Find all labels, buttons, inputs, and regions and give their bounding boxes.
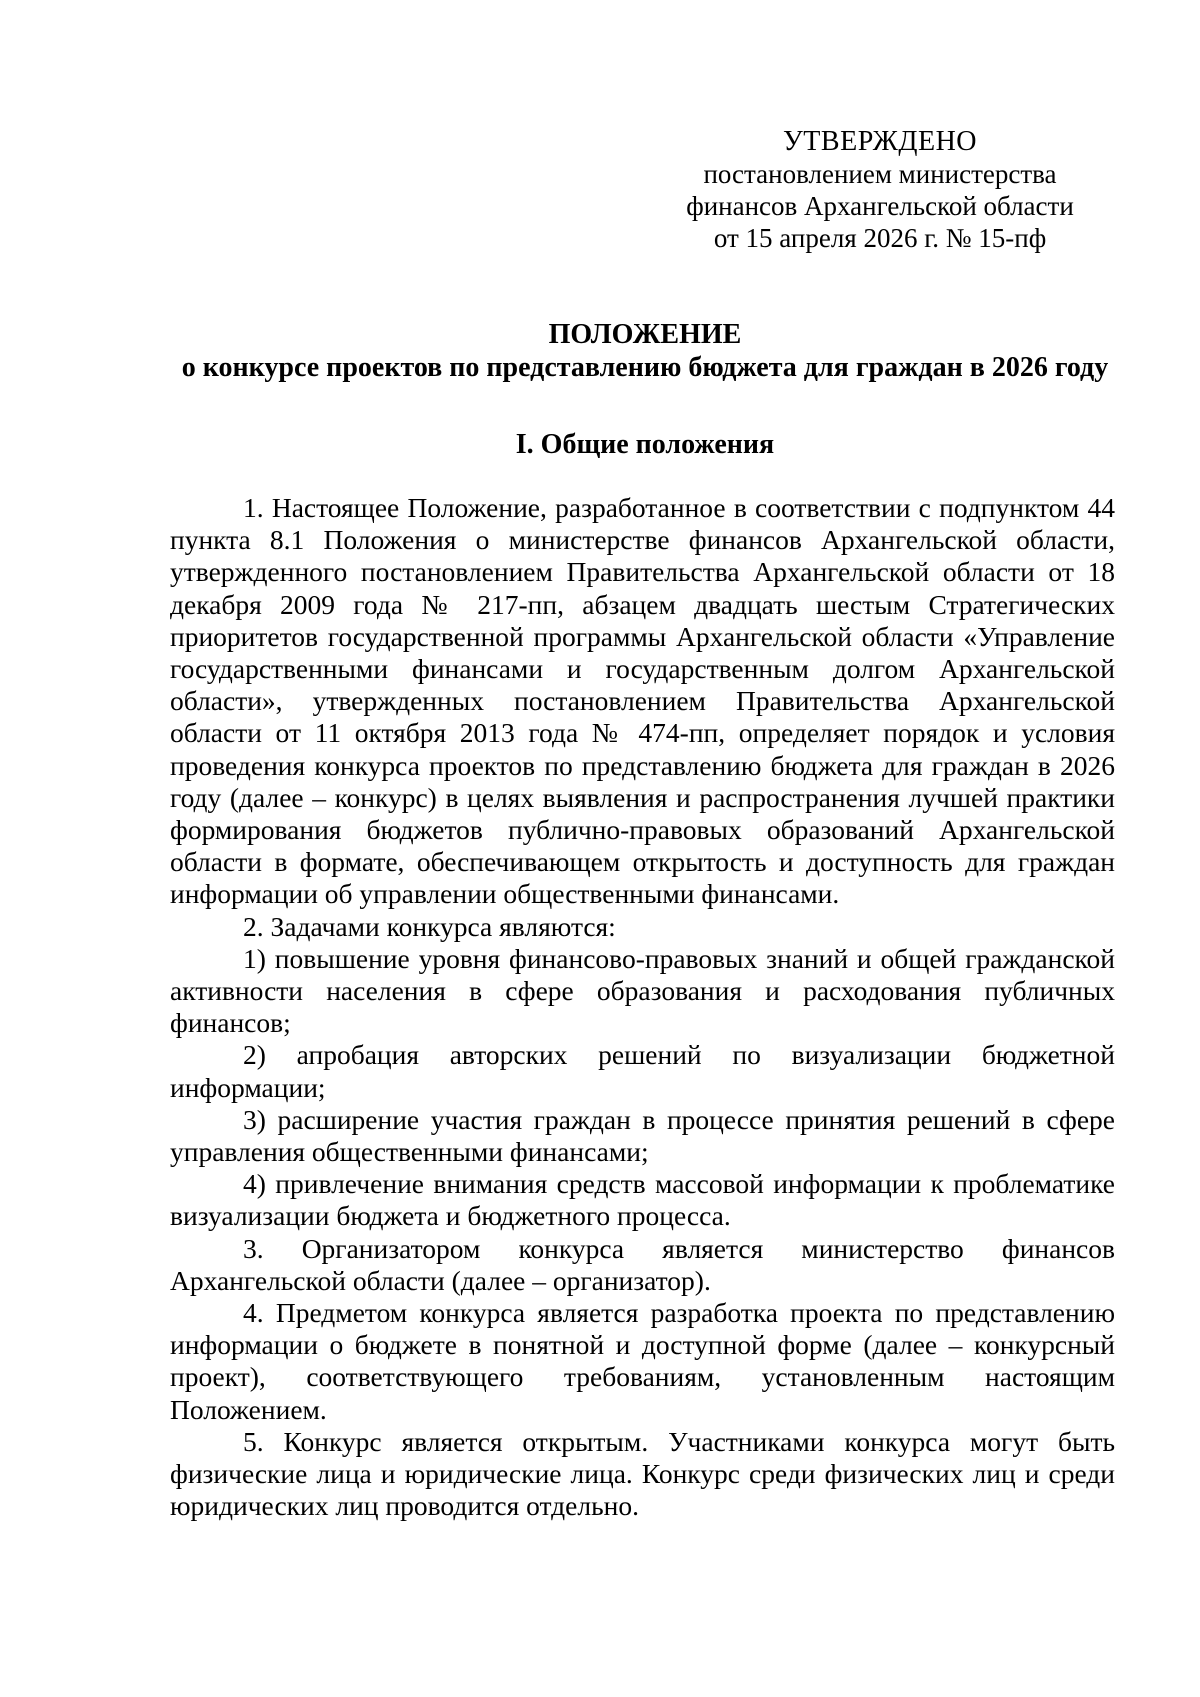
approval-line-ministry: финансов Архангельской области (686, 191, 1074, 221)
paragraph-2-item-4: 4) привлечение внимания средств массовой информации к проблематике визуализации бюджета и бюджетного процесса. (170, 1168, 1115, 1232)
approval-title: УТВЕРЖДЕНО (782, 126, 978, 157)
paragraph-2-item-3: 3) расширение участия граждан в процессе принятия решений в сфере управления общественными финансами; (170, 1103, 1115, 1168)
paragraph-2: 2. Задачами конкурса являются: (243, 910, 616, 942)
paragraph-4: 4. Предметом конкурса является разработка проекта по представлению информации о бюджете в понятной и доступной форме (далее – конкурсный проект), соответствующего требованиям, установленным настоящим Положением. (170, 1297, 1115, 1425)
document-title-subtitle: о конкурсе проектов по представлению бюджета для граждан в 2026 году (181, 352, 1109, 383)
document-body (170, 492, 1115, 1523)
section-heading: I. Общие положения (515, 429, 775, 460)
paragraph-2-item-1: 1) повышение уровня финансово-правовых знаний и общей гражданской активности населения в сфере образования и расходования публичных финансов; (170, 942, 1115, 1039)
document-title-main: ПОЛОЖЕНИЕ (548, 319, 742, 350)
approval-stamp (660, 126, 1100, 254)
paragraph-1: 1. Настоящее Положение, разработанное в соответствии с подпунктом 44 пункта 8.1 Положения о министерстве финансов Архангельской области, утвержденного постановлением Правительства Архангельской области от 18 декабря 2009 года № 217-пп, абзацем двадцать шестым Стратегических приоритетов государственной программы Архангельской области «Управление государственными финансами и государственным долгом Архангельской области», утвержденных постановлением Правительства Архангельской области от 11 октября 2013 года № 474-пп, определяет порядок и условия проведения конкурса проектов по представлению бюджета для граждан в 2026 году (далее – конкурс) в целях выявления и распространения лучшей практики формирования бюджетов публично-правовых образований Архангельской области в формате, обеспечивающем открытость и доступность для граждан информации об управлении общественными финансами. (170, 492, 1115, 910)
paragraph-2-item-2: 2) апробация авторских решений по визуализации бюджетной информации; (170, 1039, 1115, 1103)
paragraph-3: 3. Организатором конкурса является министерство финансов Архангельской области (далее – организатор). (170, 1232, 1115, 1296)
approval-line-date: от 15 апреля 2026 г. № 15-пф (713, 223, 1047, 253)
approval-line-authority: постановлением министерства (703, 159, 1057, 189)
document-title (120, 318, 1170, 384)
paragraph-5: 5. Конкурс является открытым. Участниками конкурса могут быть физические лица и юридические лица. Конкурс среди физических лиц и среди юридических лиц проводится отдельно. (170, 1425, 1115, 1522)
